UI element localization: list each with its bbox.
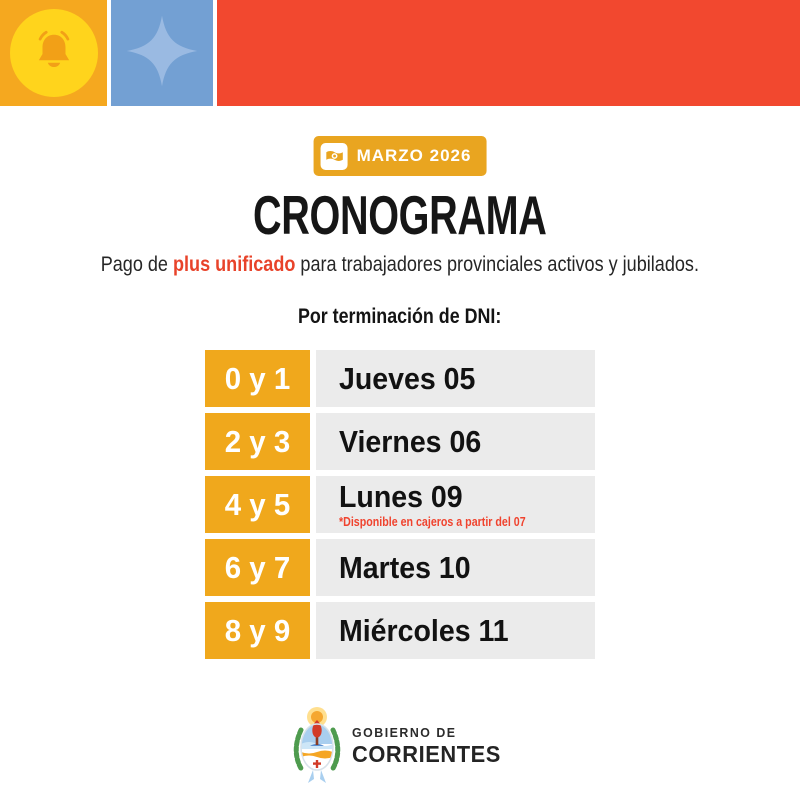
- dni-cell: 4 y 5: [205, 476, 310, 533]
- table-row: [205, 476, 595, 533]
- day-cell: [316, 539, 595, 596]
- bell-circle: [10, 9, 98, 97]
- red-banner-bar: [217, 0, 800, 106]
- day-note: *Disponible en cajeros a partir del 07: [339, 513, 526, 529]
- day-label: Miércoles 11: [339, 612, 509, 648]
- day-label: Jueves 05: [339, 360, 476, 396]
- dni-cell: 6 y 7: [205, 539, 310, 596]
- money-bill-icon: [321, 143, 348, 170]
- page-title: CRONOGRAMA: [253, 184, 547, 246]
- bell-icon: [28, 25, 80, 82]
- subtitle-prefix: Pago de: [100, 253, 174, 276]
- org-name-line2: CORRIENTES: [351, 741, 501, 767]
- day-cell: [316, 413, 595, 470]
- org-name: [352, 725, 509, 768]
- day-cell: [316, 350, 595, 407]
- payment-schedule-table: [205, 350, 595, 665]
- table-row: [205, 539, 595, 596]
- diamond-star-icon: [122, 11, 202, 96]
- org-name-line1: GOBIERNO DE: [351, 725, 457, 740]
- dni-cell: 2 y 3: [205, 413, 310, 470]
- bell-tile: [0, 0, 107, 106]
- table-row: [205, 602, 595, 659]
- month-badge-label: MARZO 2026: [356, 146, 472, 165]
- subtitle-highlight: plus unificado: [173, 253, 296, 276]
- day-label: Viernes 06: [339, 423, 482, 459]
- dni-cell: 8 y 9: [205, 602, 310, 659]
- table-row: [205, 350, 595, 407]
- corrientes-coat-of-arms-icon: [292, 700, 342, 793]
- table-row: [205, 413, 595, 470]
- dni-cell: 0 y 1: [205, 350, 310, 407]
- day-cell: [316, 602, 595, 659]
- month-badge: [314, 136, 487, 176]
- star-tile: [111, 0, 213, 106]
- subtitle-suffix: para trabajadores provinciales activos y jubilados.: [295, 253, 700, 276]
- day-cell: [316, 476, 595, 533]
- day-label: Lunes 09: [339, 478, 463, 514]
- section-heading: Por terminación de DNI:: [298, 305, 502, 328]
- footer-logo-lockup: [0, 700, 800, 793]
- day-label: Martes 10: [339, 549, 471, 585]
- subtitle: [0, 252, 800, 278]
